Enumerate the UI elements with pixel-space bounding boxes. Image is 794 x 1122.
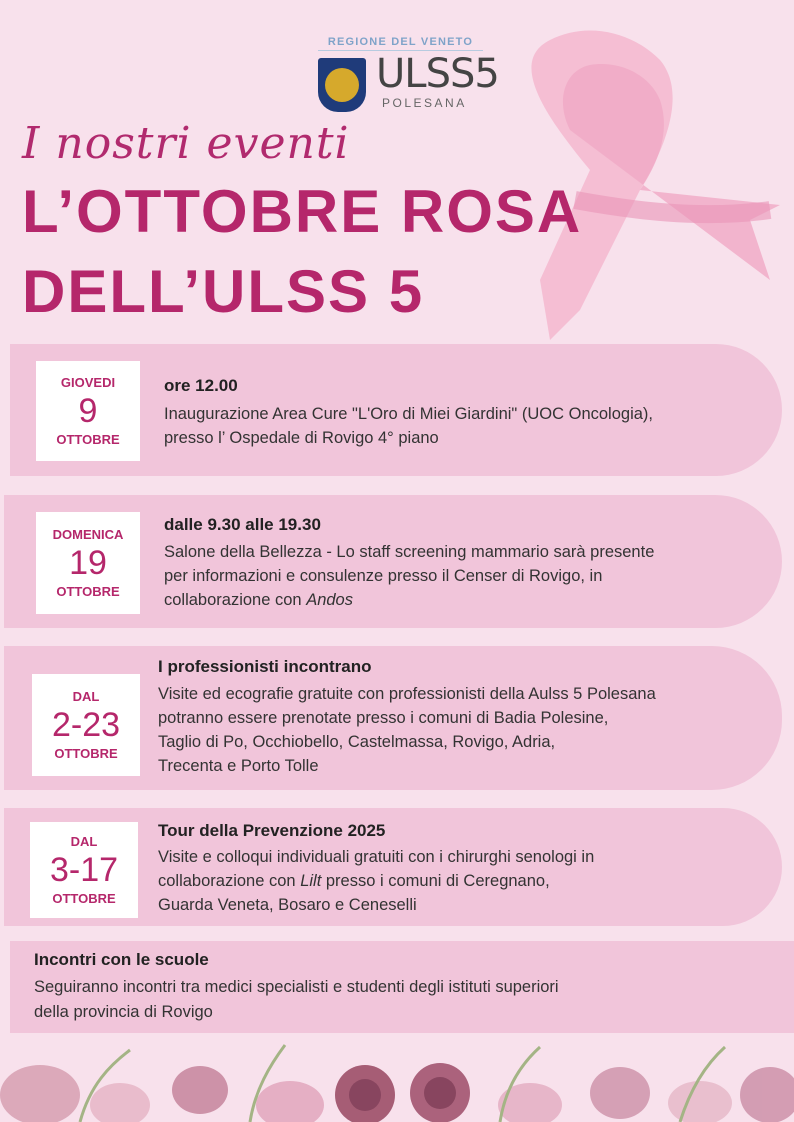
event-line-part: collaborazione con: [164, 591, 307, 609]
event-date-number: 19: [69, 544, 107, 582]
event-card-1: [10, 344, 782, 476]
event-description: [158, 845, 758, 917]
event-line-part: presso i comuni di Ceregnano,: [321, 872, 550, 890]
event-heading: Tour della Prevenzione 2025: [158, 821, 386, 840]
event-date-box: [36, 361, 140, 461]
event-date-prefix: DAL: [72, 689, 100, 704]
event-date-month: OTTOBRE: [52, 891, 116, 906]
partner-name: Andos: [306, 591, 353, 609]
event-description: [164, 540, 764, 612]
partner-name: Lilt: [300, 872, 322, 890]
event-line: Visite e colloqui individuali gratuiti con i chirurghi senologi in: [158, 848, 595, 866]
event-heading: I professionisti incontrano: [158, 657, 372, 676]
event-date-range: 2-23: [51, 706, 121, 744]
logo-name: ULSS5: [376, 51, 499, 97]
event-date-box: [32, 674, 140, 776]
event-line: potranno essere prenotate presso i comuni di Badia Polesine,: [158, 709, 609, 727]
event-date-weekday: GIOVEDI: [60, 375, 116, 390]
event-date-box: [36, 512, 140, 614]
event-card-3: [4, 646, 782, 790]
event-date-box: [30, 822, 138, 918]
event-card-4: [4, 808, 782, 926]
event-date-weekday: DOMENICA: [52, 527, 124, 542]
schools-description: [34, 975, 754, 1025]
event-line: Taglio di Po, Occhiobello, Castelmassa, Rovigo, Adria,: [158, 733, 556, 751]
event-line: Trecenta e Porto Tolle: [158, 757, 319, 775]
script-heading: I nostri eventi: [22, 118, 350, 169]
event-date-number: 9: [78, 392, 98, 430]
event-description: [158, 682, 768, 778]
schools-line: della provincia di Rovigo: [34, 1003, 213, 1021]
event-line: Guarda Veneta, Bosaro e Ceneselli: [158, 896, 417, 914]
event-line: Inaugurazione Area Cure "L'Oro di Miei Giardini" (UOC Oncologia),: [164, 405, 653, 423]
event-date-prefix: DAL: [70, 834, 98, 849]
event-date-range: 3-17: [49, 851, 119, 889]
schools-section: [10, 941, 794, 1033]
schools-line: Seguiranno incontri tra medici specialisti e studenti degli istituti superiori: [34, 978, 559, 996]
floral-decoration-icon: [0, 1035, 794, 1122]
event-line: Visite ed ecografie gratuite con professionisti della Aulss 5 Polesana: [158, 685, 656, 703]
event-line: presso l’ Ospedale di Rovigo 4° piano: [164, 429, 439, 447]
page-title-line2: DELL’ULSS 5: [22, 258, 425, 325]
page-title-line1: L’OTTOBRE ROSA: [22, 178, 583, 245]
event-description: [164, 402, 764, 450]
schools-heading: Incontri con le scuole: [34, 950, 209, 969]
event-line: [164, 588, 764, 612]
logo-subtitle: POLESANA: [382, 96, 467, 110]
event-date-month: OTTOBRE: [56, 584, 120, 599]
ulss5-logo: [318, 36, 499, 116]
venice-lion-emblem-icon: [318, 58, 366, 112]
event-date-month: OTTOBRE: [54, 746, 118, 761]
event-line: Salone della Bellezza - Lo staff screening mammario sarà presente: [164, 543, 655, 561]
logo-region-text: REGIONE DEL VENETO: [318, 36, 483, 51]
event-heading: dalle 9.30 alle 19.30: [164, 515, 321, 534]
event-line-part: collaborazione con: [158, 872, 301, 890]
event-date-month: OTTOBRE: [56, 432, 120, 447]
event-line: [158, 869, 758, 893]
event-card-2: [4, 495, 782, 628]
event-line: per informazioni e consulenze presso il Censer di Rovigo, in: [164, 567, 603, 585]
event-heading: ore 12.00: [164, 376, 238, 395]
